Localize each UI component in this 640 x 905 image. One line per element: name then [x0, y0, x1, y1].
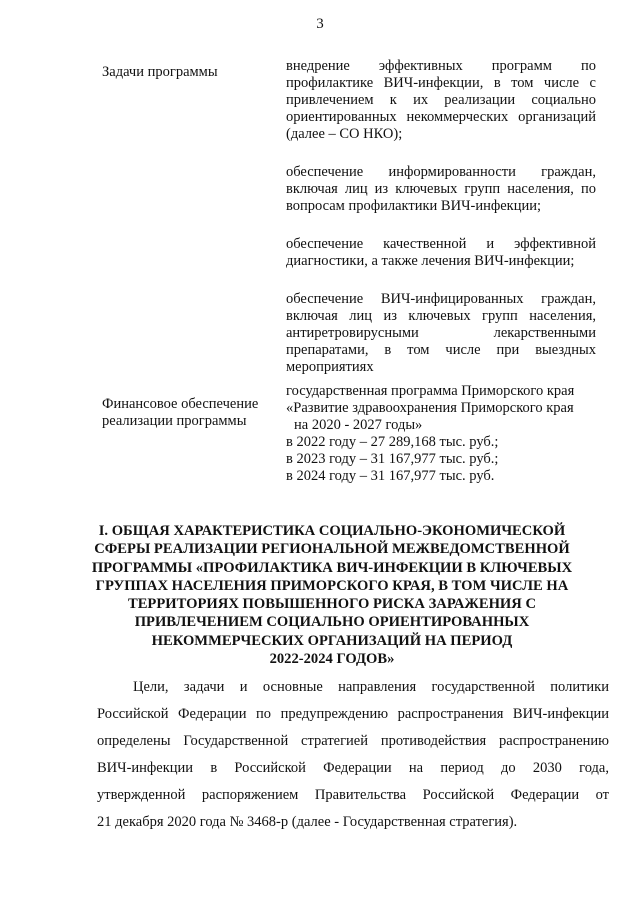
task-item: внедрение эффективных программ по профилактике ВИЧ-инфекции, в том числе с привлечением к их реализации социально ориентированных некоммерческих организаций (далее – СО НКО); [286, 58, 596, 142]
body-line: определены Государственной стратегией противодействия распространению [97, 733, 609, 749]
body-line: утвержденной распоряжением Правительства Российской Федерации от [97, 787, 609, 803]
section-heading [90, 522, 574, 668]
heading-line: ПРИВЛЕЧЕНИЕМ СОЦИАЛЬНО ОРИЕНТИРОВАННЫХ [134, 614, 530, 631]
heading-line: ПРОГРАММЫ «ПРОФИЛАКТИКА ВИЧ-ИНФЕКЦИИ В КЛЮЧЕВЫХ [91, 559, 573, 576]
finance-label: Финансовое обеспечение реализации программы [102, 396, 259, 429]
heading-line: 2022-2024 ГОДОВ» [269, 651, 395, 668]
body-paragraph [97, 674, 609, 836]
finance-line: «Развитие здравоохранения Приморского края [286, 400, 574, 416]
finance-line: на 2020 - 2027 годы» [294, 417, 423, 433]
body-line: ВИЧ-инфекции в Российской Федерации на период до 2030 года, [97, 760, 609, 776]
page-number: 3 [316, 16, 324, 32]
body-line: Российской Федерации по предупреждению распространения ВИЧ-инфекции [97, 706, 609, 722]
heading-line: СФЕРЫ РЕАЛИЗАЦИИ РЕГИОНАЛЬНОЙ МЕЖВЕДОМСТВЕННОЙ [94, 541, 570, 558]
heading-line: ТЕРРИТОРИЯХ ПОВЫШЕННОГО РИСКА ЗАРАЖЕНИЯ С [127, 596, 537, 613]
task-item: обеспечение качественной и эффективной диагностики, а также лечения ВИЧ-инфекции; [286, 236, 596, 269]
heading-line: ГРУППАХ НАСЕЛЕНИЯ ПРИМОРСКОГО КРАЯ, В ТОМ ЧИСЛЕ НА [95, 577, 569, 594]
heading-line: НЕКОММЕРЧЕСКИХ ОРГАНИЗАЦИЙ НА ПЕРИОД [151, 632, 513, 649]
finance-line: в 2023 году – 31 167,977 тыс. руб.; [286, 451, 499, 467]
finance-line: в 2024 году – 31 167,977 тыс. руб. [286, 468, 495, 484]
body-line: 21 декабря 2020 года № 3468-р (далее - Государственная стратегия). [97, 814, 518, 830]
finance-line: в 2022 году – 27 289,168 тыс. руб.; [286, 434, 499, 450]
task-item: обеспечение информированности граждан, включая лиц из ключевых групп населения, по вопросам профилактики ВИЧ-инфекции; [286, 164, 596, 214]
tasks-list [286, 58, 596, 397]
finance-line: государственная программа Приморского края [286, 383, 575, 399]
task-item: обеспечение ВИЧ-инфицированных граждан, включая лиц из ключевых групп населения, антиретровирусными лекарственными препаратами, в том числе при выездных мероприятиях [286, 291, 596, 375]
tasks-label: Задачи программы [102, 64, 218, 80]
heading-line: I. ОБЩАЯ ХАРАКТЕРИСТИКА СОЦИАЛЬНО-ЭКОНОМИЧЕСКОЙ [98, 523, 566, 539]
finance-lines [286, 383, 616, 485]
body-line: Цели, задачи и основные направления государственной политики [133, 679, 609, 695]
